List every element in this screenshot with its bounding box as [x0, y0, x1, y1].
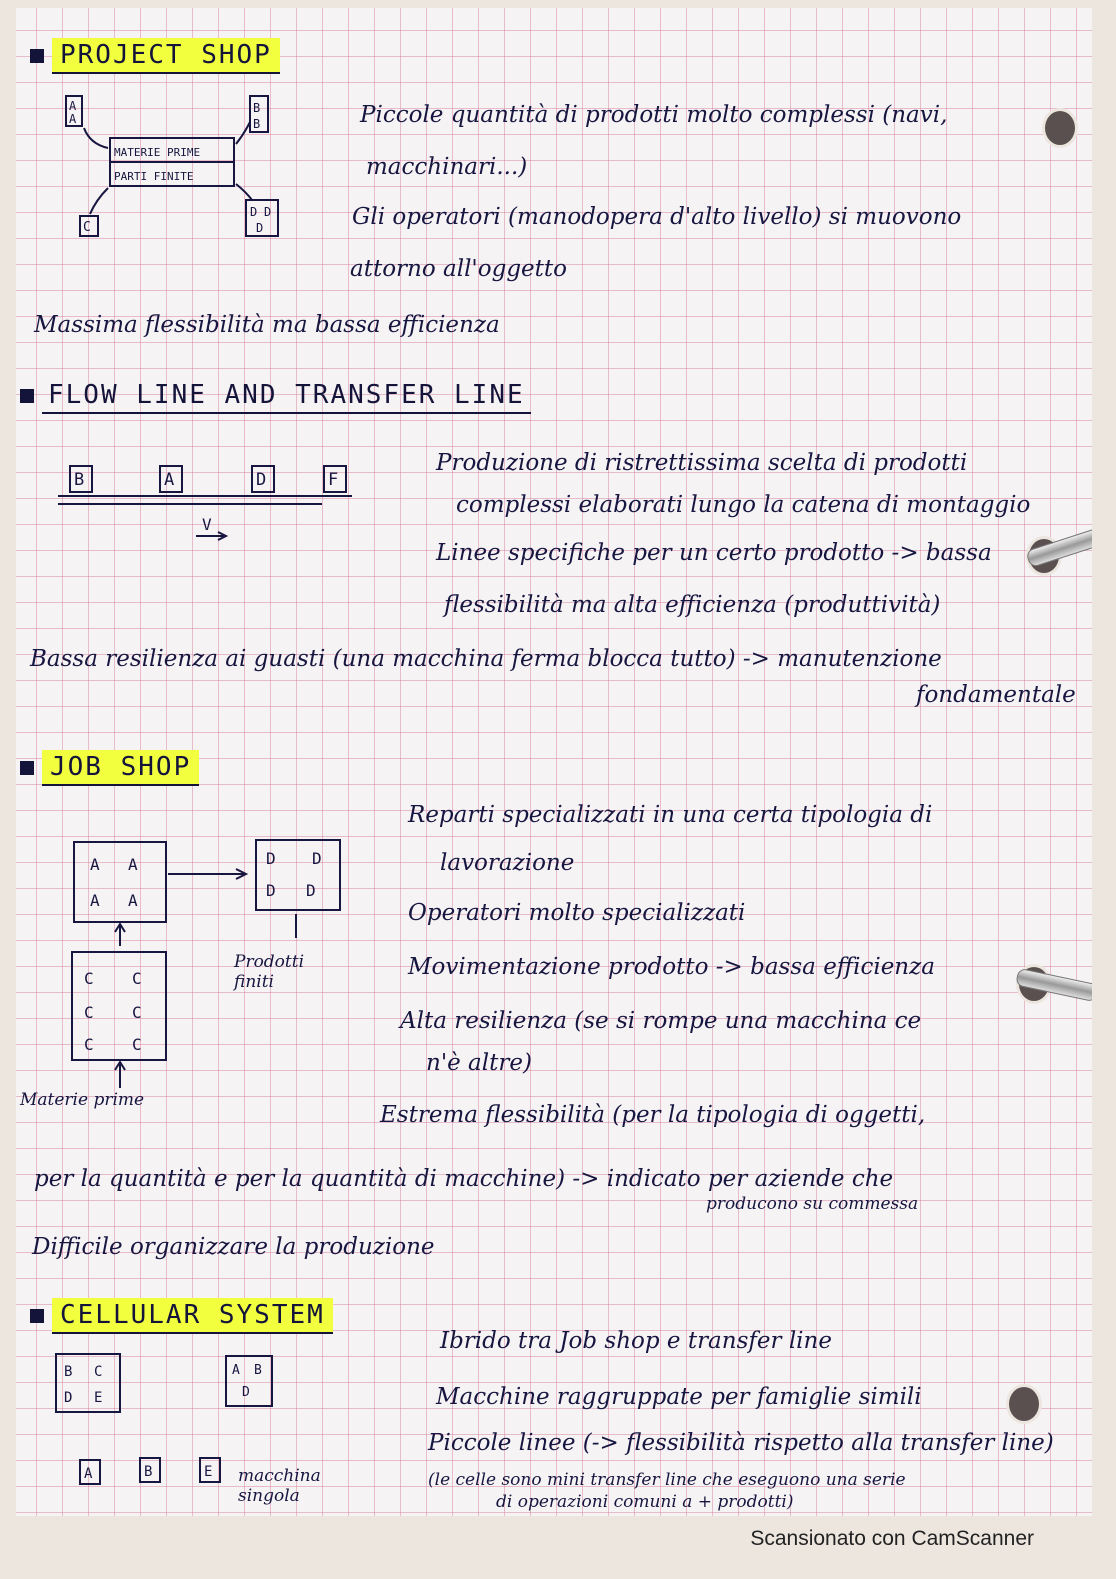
heading-text: FLOW LINE AND TRANSFER LINE — [42, 378, 531, 414]
flow-bullet-3: Bassa resilienza ai guasti (una macchina ferma blocca tutto) -> manutenzione — [30, 646, 942, 672]
heading-job-shop — [20, 750, 199, 786]
diagram-letter-d: D — [250, 205, 258, 219]
project-bullet-2: Gli operatori (manodopera d'alto livello) si muovono — [352, 204, 962, 230]
job-letter-d: D — [306, 881, 316, 900]
diagram-letter-b: B — [253, 117, 261, 131]
flow-letter-b: B — [74, 470, 85, 490]
cell-bullet-1: Ibrido tra Job shop e transfer line — [440, 1328, 832, 1354]
job-letter-c: C — [132, 1035, 142, 1054]
diagram-box-raw: MATERIE PRIME — [114, 146, 201, 159]
heading-text: CELLULAR SYSTEM — [52, 1298, 333, 1334]
job-bullet-3: Movimentazione prodotto -> bassa efficienza — [408, 954, 935, 980]
cell-letter-b: B — [144, 1464, 153, 1480]
flow-bullet-1: Produzione di ristrettissima scelta di prodotti — [436, 450, 968, 476]
cell-letter-b: B — [254, 1363, 262, 1378]
binder-hole-4 — [1006, 1384, 1042, 1424]
job-bullet-5b: per la quantità e per la quantità di macchine) -> indicato per aziende che — [34, 1166, 894, 1192]
job-letter-c: C — [132, 969, 142, 988]
heading-cellular-system — [30, 1298, 333, 1334]
cell-label-machine: macchina singola — [238, 1466, 321, 1506]
job-label-products: Prodotti finiti — [234, 952, 305, 992]
job-bullet-4: Alta resilienza (se si rompe una macchina ce — [400, 1008, 922, 1034]
flow-letter-d: D — [256, 470, 267, 490]
cell-letter-e: E — [94, 1390, 103, 1406]
job-letter-a: A — [90, 891, 100, 910]
cell-bullet-3: Piccole linee (-> flessibilità rispetto alla transfer line) — [428, 1430, 1054, 1456]
job-letter-c: C — [132, 1003, 142, 1022]
job-bullet-5: Estrema flessibilità (per la tipologia di oggetti, — [380, 1102, 926, 1128]
job-bullet-2: Operatori molto specializzati — [408, 900, 746, 926]
project-bullet-2b: attorno all'oggetto — [350, 256, 567, 282]
heading-project-shop — [30, 38, 280, 74]
project-bullet-1b: macchinari...) — [366, 154, 528, 180]
heading-text: JOB SHOP — [42, 750, 199, 786]
job-label-raw: Materie prime — [20, 1090, 145, 1110]
job-bullet-4b: n'è altre) — [426, 1050, 532, 1076]
job-letter-d: D — [312, 849, 322, 868]
flow-bullet-3b: fondamentale — [916, 682, 1076, 708]
job-letter-d: D — [266, 881, 276, 900]
flow-letter-f: F — [328, 470, 339, 490]
flow-letter-a: A — [164, 470, 175, 490]
camscanner-footer: Scansionato con CamScanner — [750, 1527, 1034, 1550]
diagram-letter-a: A — [69, 112, 77, 126]
flow-velocity: V — [202, 515, 212, 534]
job-bullet-6: Difficile organizzare la produzione — [32, 1234, 435, 1260]
job-letter-d: D — [266, 849, 276, 868]
notebook-page — [16, 8, 1092, 1516]
job-bullet-1: Reparti specializzati in una certa tipologia di — [408, 802, 933, 828]
diagram-letter-a: A — [69, 99, 77, 113]
cell-bullet-2: Macchine raggruppate per famiglie simili — [436, 1384, 922, 1410]
heading-bullet — [20, 761, 34, 775]
job-bullet-5c: producono su commessa — [706, 1194, 919, 1214]
diagram-letter-c: C — [83, 220, 91, 235]
binder-hole-1 — [1042, 108, 1078, 148]
diagram-letter-b: B — [253, 101, 261, 115]
diagram-box-finished: PARTI FINITE — [114, 170, 194, 183]
job-letter-a: A — [90, 855, 100, 874]
job-letter-c: C — [84, 1035, 94, 1054]
heading-bullet — [30, 49, 44, 63]
cell-bullet-3c: di operazioni comuni a + prodotti) — [496, 1492, 794, 1512]
cell-bullet-3b: (le celle sono mini transfer line che eseguono una serie — [428, 1470, 906, 1490]
flow-bullet-1b: complessi elaborati lungo la catena di montaggio — [456, 492, 1031, 518]
job-letter-a: A — [128, 891, 138, 910]
heading-bullet — [30, 1309, 44, 1323]
cell-letter-d: D — [242, 1385, 250, 1400]
diagram-letter-d: D — [256, 221, 264, 235]
cell-letter-d: D — [64, 1390, 73, 1406]
heading-text: PROJECT SHOP — [52, 38, 280, 74]
flow-bullet-2b: flessibilità ma alta efficienza (produttività) — [444, 592, 941, 618]
project-shop-diagram — [60, 88, 300, 248]
cell-letter-e: E — [204, 1464, 213, 1480]
job-letter-c: C — [84, 969, 94, 988]
diagram-letter-d: D — [264, 205, 272, 219]
cell-letter-a: A — [232, 1363, 240, 1378]
cell-letter-b: B — [64, 1364, 73, 1380]
job-letter-a: A — [128, 855, 138, 874]
job-letter-c: C — [84, 1003, 94, 1022]
flow-line-diagram — [52, 460, 372, 550]
heading-bullet — [20, 389, 34, 403]
project-bullet-1: Piccole quantità di prodotti molto complessi (navi, — [360, 102, 948, 128]
cell-letter-c: C — [94, 1364, 103, 1380]
job-bullet-1b: lavorazione — [440, 850, 575, 876]
heading-flow-line — [20, 378, 531, 414]
project-bullet-3: Massima flessibilità ma bassa efficienza — [34, 312, 500, 338]
cell-letter-a: A — [84, 1466, 93, 1482]
flow-bullet-2: Linee specifiche per un certo prodotto -> bassa — [436, 540, 992, 566]
